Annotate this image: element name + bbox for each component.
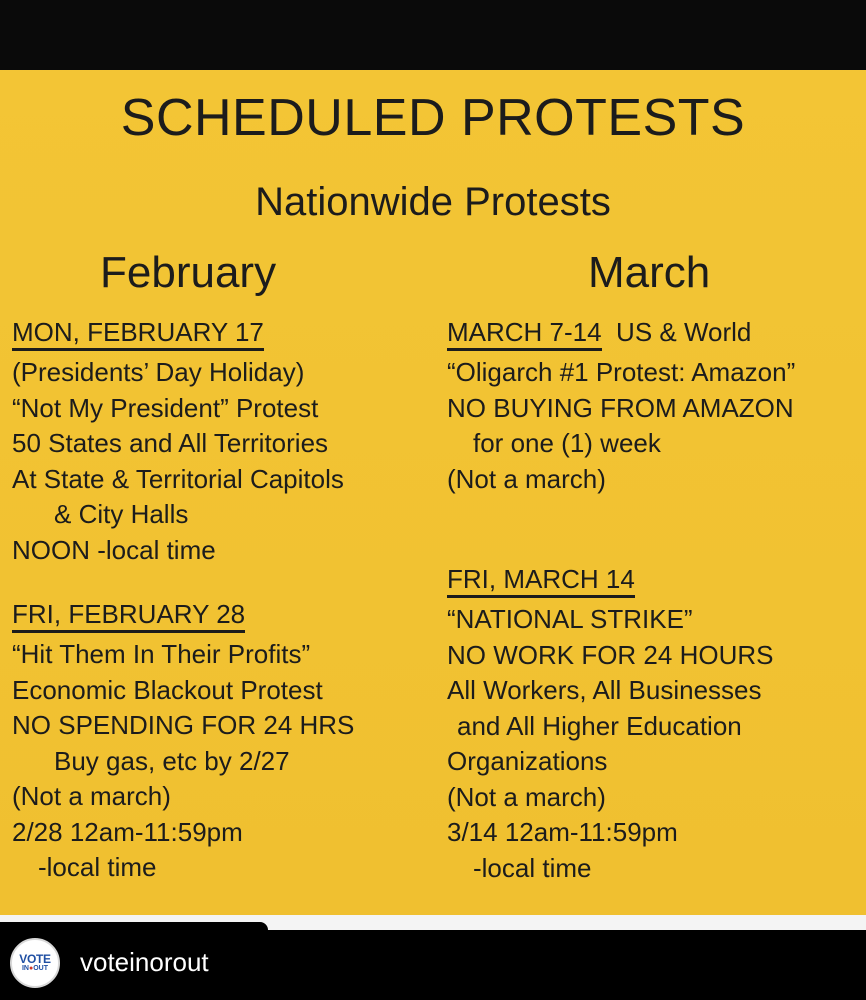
- avatar-logo-text: VOTE: [19, 952, 51, 966]
- event-line: (Not a march): [447, 781, 606, 812]
- event-line: and All Higher Education: [457, 710, 742, 741]
- event-line: Organizations: [447, 746, 608, 776]
- top-black-bar: [0, 0, 866, 70]
- repost-attribution-bar: [0, 930, 866, 1000]
- event-date: MON, FEBRUARY 17: [12, 317, 264, 351]
- event-line: NOON -local time: [12, 534, 216, 565]
- event-line: NO BUYING FROM AMAZON: [447, 392, 794, 423]
- username-link[interactable]: voteinorout: [80, 947, 209, 977]
- event-date: FRI, FEBRUARY 28: [12, 599, 245, 633]
- event-feb-17: [12, 315, 344, 568]
- event-march-14: [447, 562, 773, 886]
- event-line: (Not a march): [12, 781, 171, 811]
- event-line: At State & Territorial Capitols: [12, 463, 344, 494]
- event-line: “NATIONAL STRIKE”: [447, 604, 693, 634]
- event-date-suffix: US & World: [616, 317, 752, 347]
- event-date: MARCH 7-14: [447, 317, 602, 351]
- footer-tab: [0, 922, 268, 936]
- event-line: NO WORK FOR 24 HOURS: [447, 639, 774, 670]
- poster-subtitle: Nationwide Protests: [255, 180, 611, 224]
- event-date: FRI, MARCH 14: [447, 564, 635, 598]
- poster-title: SCHEDULED PROTESTS: [120, 89, 746, 147]
- event-march-7-14: [447, 315, 795, 497]
- event-line: Buy gas, etc by 2/27: [54, 745, 290, 776]
- month-heading-february: February: [100, 248, 277, 297]
- avatar-logo-subtext: IN●OUT: [21, 965, 48, 972]
- event-line: NO SPENDING FOR 24 HRS: [12, 710, 355, 740]
- month-heading-march: March: [588, 248, 711, 297]
- event-line: All Workers, All Businesses: [447, 675, 762, 705]
- event-line: “Oligarch #1 Protest: Amazon”: [447, 357, 796, 387]
- event-line: 50 States and All Territories: [12, 428, 329, 458]
- event-feb-28: [12, 597, 354, 886]
- event-line: -local time: [38, 852, 157, 882]
- event-line: (Not a march): [447, 463, 606, 494]
- avatar[interactable]: [10, 938, 60, 988]
- event-line: “Hit Them In Their Profits”: [12, 639, 311, 669]
- event-line: “Not My President” Protest: [12, 392, 319, 423]
- event-line: -local time: [473, 852, 592, 883]
- event-line: 2/28 12am-11:59pm: [12, 816, 243, 847]
- event-line: for one (1) week: [473, 428, 661, 458]
- event-line: & City Halls: [54, 499, 189, 529]
- event-line: 3/14 12am-11:59pm: [447, 817, 678, 847]
- event-line: (Presidents’ Day Holiday): [12, 357, 305, 387]
- protest-poster-image[interactable]: [0, 70, 866, 915]
- event-line: Economic Blackout Protest: [12, 674, 323, 705]
